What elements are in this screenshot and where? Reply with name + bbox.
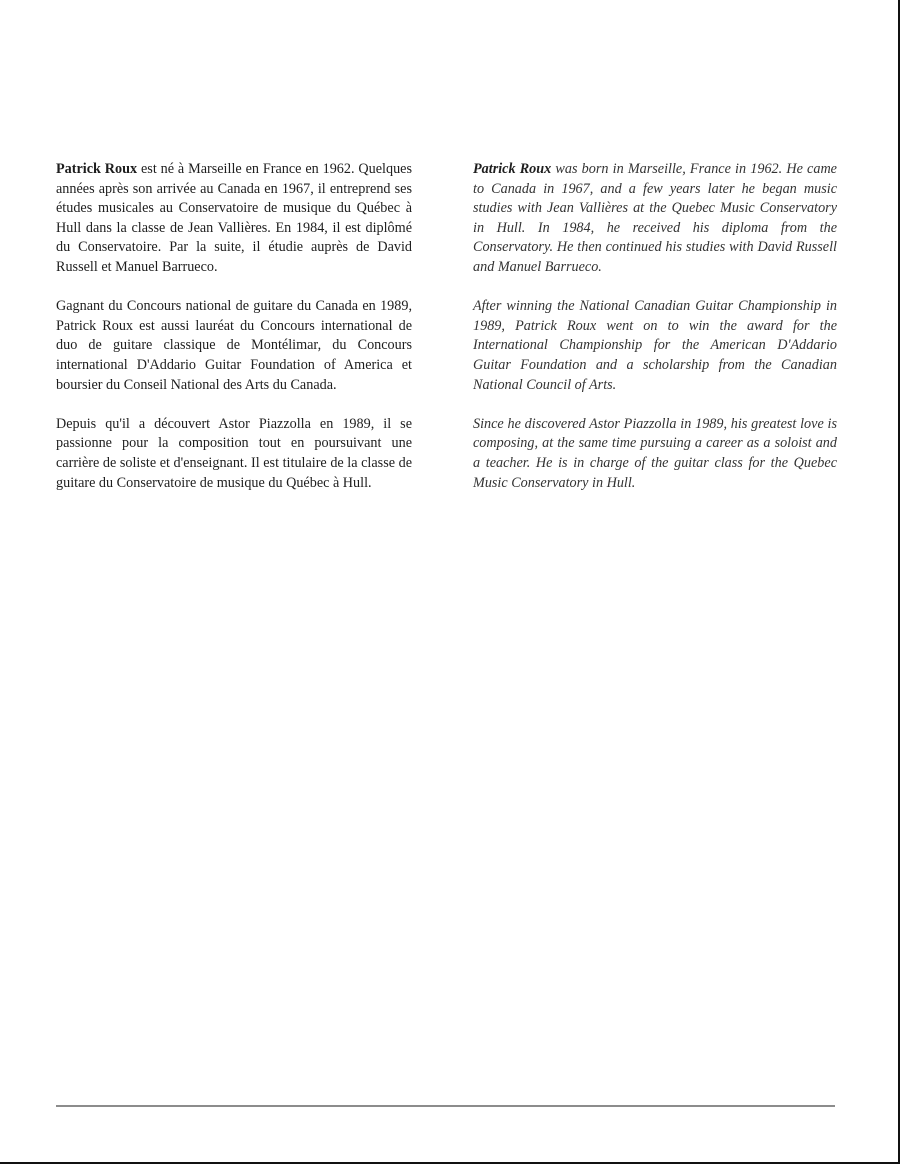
english-paragraph-career: Since he discovered Astor Piazzolla in 1989, his greatest love is composing, at the same time pursuing a career as a soloist and a teacher. He is in charge of the guitar class for the Quebec Music Conservatory in Hull. xyxy=(473,415,837,491)
french-paragraph-career: Depuis qu'il a découvert Astor Piazzolla en 1989, il se passionne pour la composition tout en poursuivant une carrière de soliste et d'enseignant. Il est titulaire de la classe de guitare du Conservatoire de musique du Québec à Hull. xyxy=(56,415,412,491)
french-paragraph-awards: Gagnant du Concours national de guitare du Canada en 1989, Patrick Roux est aussi lauréat du Concours international de duo de guitare classique de Montélimar, du Concours international D'Addario Guitar Foundation of America et boursier du Conseil National des Arts du Canada. xyxy=(56,298,412,393)
french-paragraph-birth-text: est né à Marseille en France en 1962. Quelques années après son arrivée au Canada en 1967, il entreprend ses études musicales au Conservatoire de musique du Québec à Hull dans la classe de Jean Vallières. En 1984, il est diplômé du Conservatoire. Par la suite, il étudie auprès de David Russell et Manuel Barrueco. xyxy=(56,161,412,275)
biography-english-column xyxy=(473,160,837,513)
english-paragraph-birth xyxy=(473,160,837,278)
french-artist-name: Patrick Roux xyxy=(56,161,138,177)
english-artist-name: Patrick Roux xyxy=(473,161,552,177)
french-paragraph-birth xyxy=(56,160,412,278)
biography-french-column xyxy=(56,160,412,513)
english-paragraph-birth-text: was born in Marseille, France in 1962. He came to Canada in 1967, and a few years later he began music studies with Jean Vallières at the Quebec Music Conservatory in Hull. In 1984, he received his diploma from the Conservatory. He then continued his studies with David Russell and Manuel Barrueco. xyxy=(473,161,837,275)
footer-divider xyxy=(56,1105,835,1107)
english-paragraph-awards: After winning the National Canadian Guitar Championship in 1989, Patrick Roux went on to win the award for the International Championship for the American D'Addario Guitar Foundation and a scholarship from the Canadian National Council of Arts. xyxy=(473,298,837,393)
